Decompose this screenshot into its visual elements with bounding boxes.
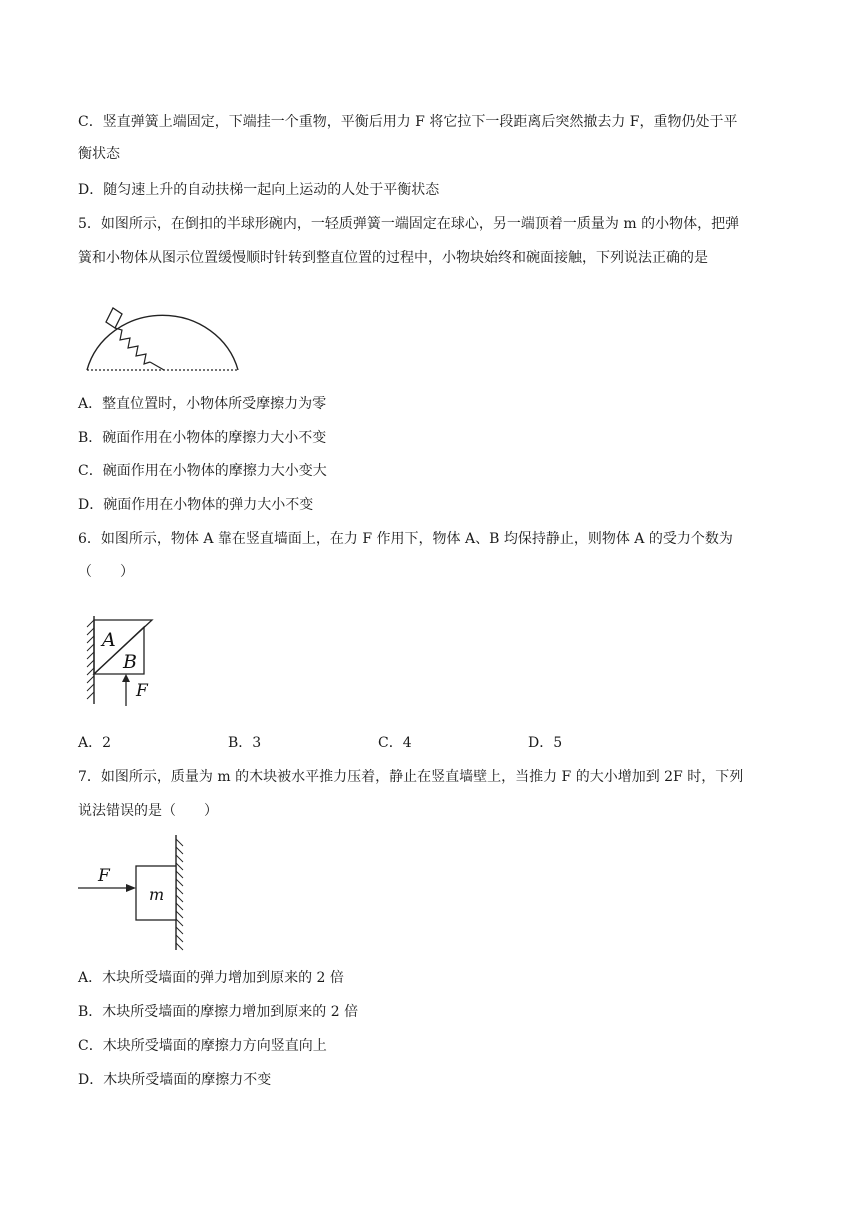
- q4-option-d: D．随匀速上升的自动扶梯一起向上运动的人处于平衡状态: [78, 182, 440, 198]
- block-b-label: B: [123, 651, 137, 673]
- q5-option-d: D．碗面作用在小物体的弹力大小不变: [78, 497, 314, 513]
- q5-bowl-figure: [80, 290, 245, 380]
- q6-option-b: B．3: [228, 735, 262, 751]
- q4-option-c-line2: 衡状态: [78, 146, 120, 162]
- q6-option-a: A．2: [78, 735, 112, 751]
- q6-stem-line2: （ ）: [78, 564, 134, 580]
- q5-stem-line1: 5．如图所示，在倒扣的半球形碗内，一轻质弹簧一端固定在球心，另一端顶着一质量为 m 的小物体，把弹: [78, 216, 740, 232]
- block-a-label: A: [102, 629, 116, 651]
- q7-option-c: C．木块所受墙面的摩擦力方向竖直向上: [78, 1038, 327, 1054]
- mass-m-label: m: [149, 885, 165, 904]
- q6-stem-line1: 6．如图所示，物体 A 靠在竖直墙面上，在力 F 作用下，物体 A、B 均保持静止，则物体 A 的受力个数为: [78, 531, 733, 547]
- q5-option-a: A．整直位置时，小物体所受摩擦力为零: [78, 396, 327, 412]
- q4-option-c-line1: C．竖直弹簧上端固定，下端挂一个重物，平衡后用力 F 将它拉下一段距离后突然撤去力 F，重物仍处于平: [78, 114, 738, 130]
- force-f-label: F: [136, 681, 148, 701]
- q7-stem-line1: 7．如图所示，质量为 m 的木块被水平推力压着，静止在竖直墙壁上，当推力 F 的大小增加到 2F 时，下列: [78, 769, 744, 785]
- q6-wall-blocks-figure: [80, 612, 160, 708]
- q7-block-wall-figure: [78, 835, 188, 951]
- q6-option-d: D．5: [528, 735, 563, 751]
- q5-stem-line2: 簧和小物体从图示位置缓慢顺时针转到整直位置的过程中，小物块始终和碗面接触，下列说法正确的是: [78, 250, 708, 266]
- q7-option-b: B．木块所受墙面的摩擦力增加到原来的 2 倍: [78, 1004, 359, 1020]
- q6-option-c: C．4: [378, 735, 412, 751]
- q7-option-d: D．木块所受墙面的摩擦力不变: [78, 1072, 272, 1088]
- q5-option-c: C．碗面作用在小物体的摩擦力大小变大: [78, 463, 327, 479]
- q7-option-a: A．木块所受墙面的弹力增加到原来的 2 倍: [78, 970, 344, 986]
- q5-option-b: B．碗面作用在小物体的摩擦力大小不变: [78, 430, 327, 446]
- force-f-label: F: [98, 866, 110, 886]
- q7-stem-line2: 说法错误的是（ ）: [78, 803, 218, 819]
